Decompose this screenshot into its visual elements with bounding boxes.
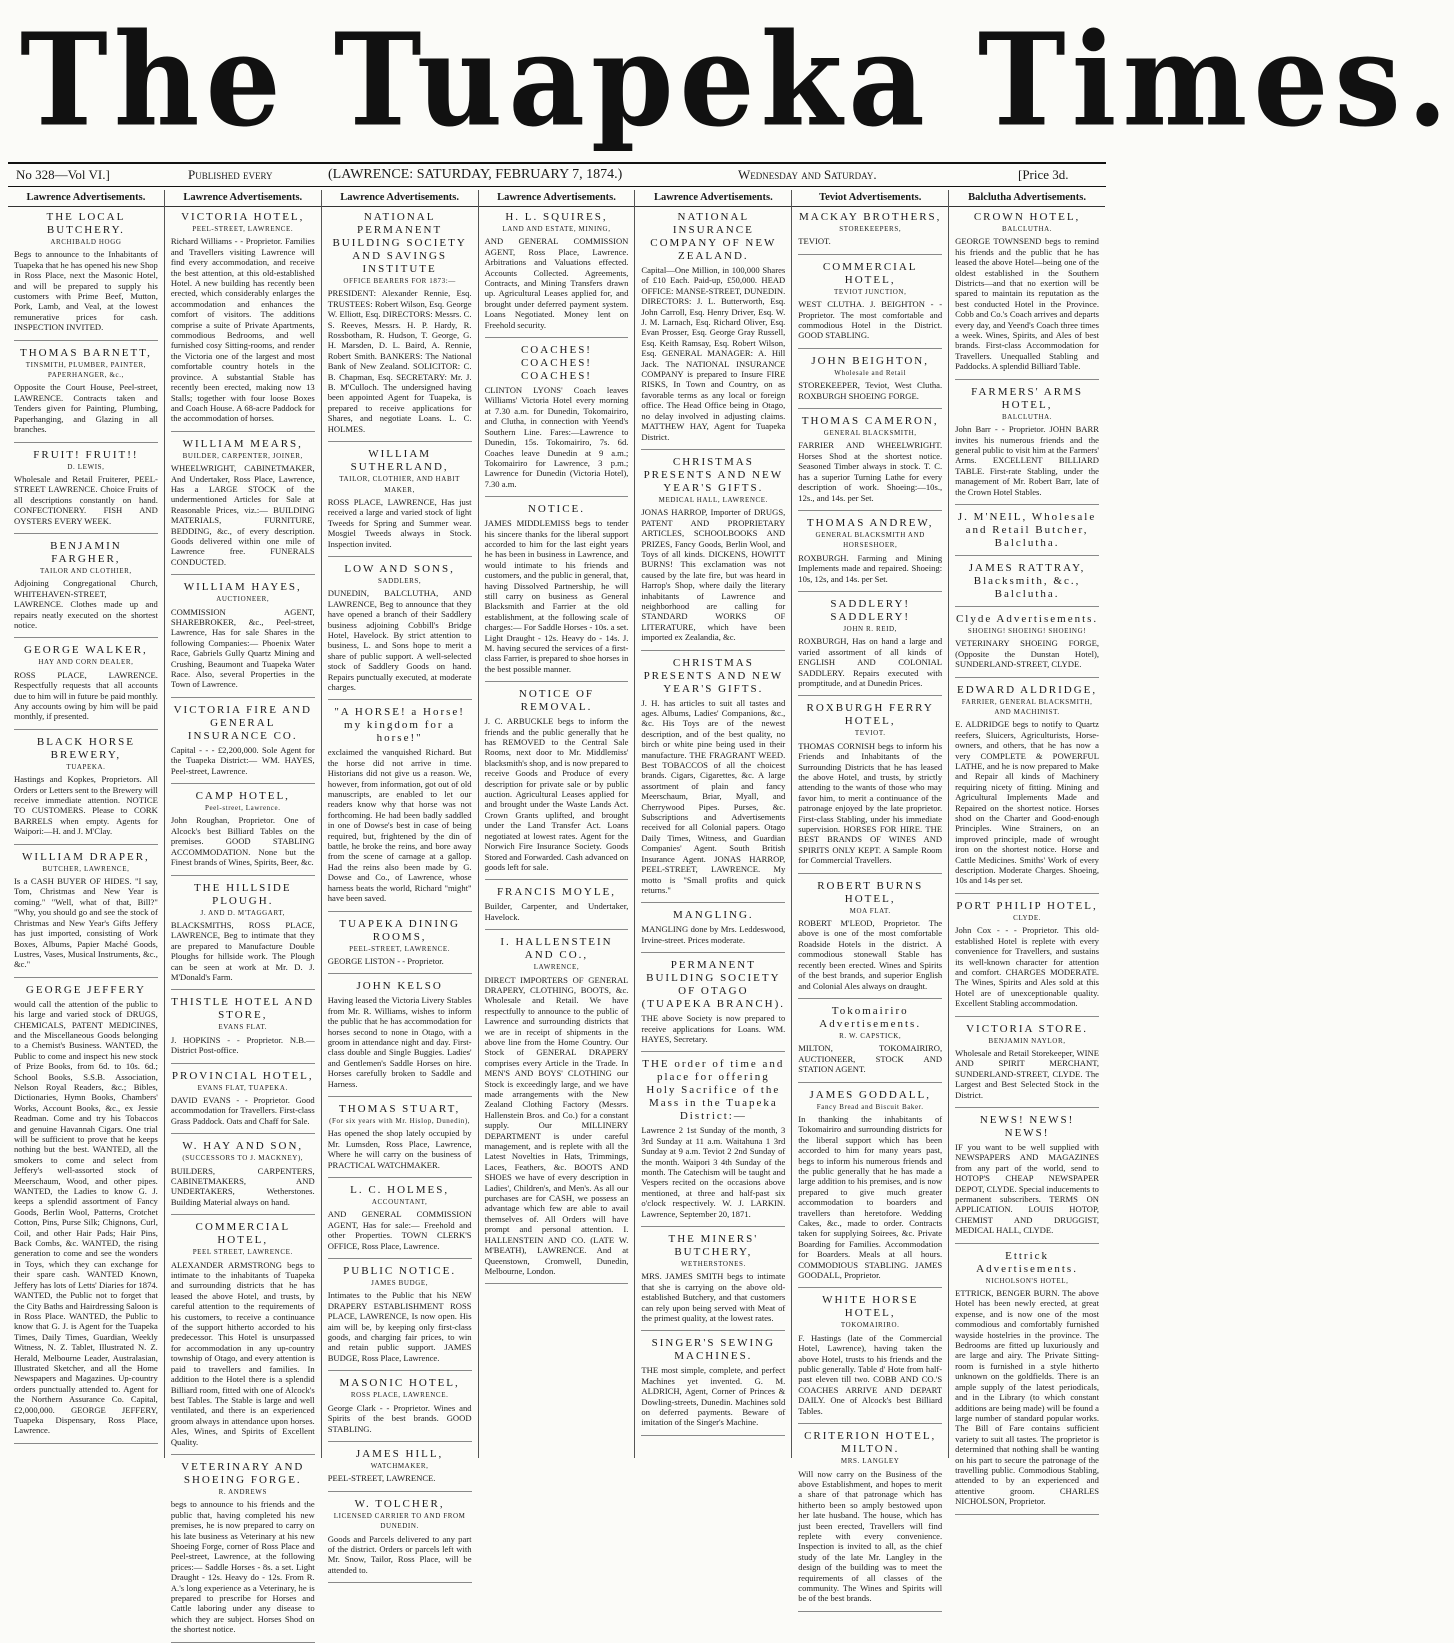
advertisement bbox=[641, 909, 785, 953]
column-body bbox=[792, 207, 948, 1612]
ad-subtitle: TAILOR, CLOTHIER, AND HABIT MAKER, bbox=[339, 475, 461, 494]
ad-body: JONAS HARROP, Importer of DRUGS, PATENT AND PROPRIETARY ARTICLES, SCHOOLBOOKS AND PRIZES, Fancy Goods, Berlin Wool, and Toys of all kinds. DICKENS, HOWITT BURNS! This exclamation was not caused by the late fire, but was heard in Harrop's Shop, where daily the literary inhabitants of Lawrence and neighborhood are calling for STANDARD WORKS OF LITERATURE, which have been imported ex Zealandia, &c. bbox=[641, 507, 786, 643]
ad-subtitle: ROSS PLACE, LAWRENCE. bbox=[350, 1391, 449, 1400]
advertisement bbox=[955, 613, 1099, 678]
ad-body: THE most simple, complete, and perfect Machines yet invented. G. M. ALDRICH, Agent, Corner of Princes & Dowling-streets, Dunedin. Machines sold on deferred payments. Beware of imitation of the Singer's Machine. bbox=[641, 1365, 786, 1428]
ad-title: COMMERCIAL HOTEL, bbox=[195, 1221, 291, 1247]
ad-body: Hastings and Kopkes, Proprietors. All Orders or Letters sent to the Brewery will receive immediate attention. NOTICE TO CUSTOMERS. Please to CORK BARRELS when empty. Agents for Waipori:—H. and J. M'Clay. bbox=[14, 774, 158, 837]
advertisement bbox=[798, 355, 942, 409]
advertisement bbox=[328, 563, 472, 700]
advertisement-columns bbox=[8, 190, 1106, 1635]
advertisement bbox=[328, 706, 472, 911]
advertisement bbox=[641, 1337, 785, 1435]
ad-subtitle: D. LEWIS, bbox=[67, 462, 105, 471]
ad-title: THOMAS STUART, bbox=[338, 1102, 461, 1115]
ad-title: LOW AND SONS, bbox=[344, 562, 455, 575]
ad-body: MRS. JAMES SMITH begs to intimate that she is carrying on the above old-established Butchery, and that customers can rely upon being served with Meat of the primest quality, at the lowest rates. bbox=[641, 1271, 786, 1324]
advertisement bbox=[485, 688, 629, 880]
ad-body: Opposite the Court House, Peel-street, LAWRENCE. Contracts taken and Tenders given for Painting, Plumbing, Paperhanging, and Glazing in all branches. bbox=[14, 382, 158, 435]
ad-title: VICTORIA HOTEL, bbox=[181, 211, 305, 223]
column-6 bbox=[792, 190, 949, 1604]
ad-subtitle: NICHOLSON'S HOTEL, bbox=[985, 1276, 1069, 1285]
ad-body: JAMES MIDDLEMISS begs to tender his sincere thanks for the liberal support accorded to him for the last eight years he has been in business in Lawrence, and would intimate to his friends and customers, and the public in general, that, having Dissolved Partnership, he will still carry on business as General Blacksmith and Farrier at the old establishment, at the following scale of charges:— For Saddle Horses - 10s. a set. Light Draught - 12s. Heavy do - 14s. J. M. having secured the services of a first-class Farrier, is prepared to shoe horses in the best possible manner. bbox=[484, 518, 629, 674]
advertisement bbox=[328, 448, 472, 557]
ad-body: AND GENERAL COMMISSION AGENT, Ross Place, Lawrence. Arbitrations and Valuations effected. Accounts Collected. Agreements, Contracts, and Mining Transfers drawn up. Agricultural Leases applied for, and brought under deferred payment system. Loans Negotiated. Money lent on Freehold security. bbox=[484, 236, 629, 330]
advertisement bbox=[14, 644, 158, 729]
advertisement bbox=[798, 415, 942, 511]
ad-subtitle: FARRIER, GENERAL BLACKSMITH, AND MACHINIST. bbox=[961, 697, 1093, 716]
advertisement bbox=[328, 1498, 472, 1583]
ad-body: STOREKEEPER, Teviot, West Clutha. ROXBURGH SHOEING FORGE. bbox=[798, 380, 943, 401]
advertisement bbox=[641, 1058, 785, 1227]
published-label: Published every bbox=[188, 167, 273, 182]
ad-title: GEORGE WALKER, bbox=[24, 644, 148, 657]
ad-body: WEST CLUTHA. J. BEIGHTON - - Proprietor. The most comfortable and commodious Hotel in the District. GOOD STABLING. bbox=[798, 299, 943, 341]
ad-subtitle: TEVIOT JUNCTION, bbox=[833, 287, 907, 296]
ad-title: THISTLE HOTEL AND STORE, bbox=[171, 996, 315, 1022]
ad-body: IF you want to be well supplied with NEWSPAPERS AND MAGAZINES from any part of the world, send to HOTOP'S CHEAP NEWSPAPER DEPOT, CLYDE. Special inducements to permanent subscribers. TERMS ON APPLICATION. LOUIS HOTOP, CHEMIST AND DRUGGIST, MEDICAL HALL, CLYDE. bbox=[955, 1141, 1099, 1236]
ad-body: F. Hastings (late of the Commercial Hotel, Lawrence), having taken the above Hotel, trusts to his friends and the public generally. Table d' Hote from half-past eleven till two. COBB AND CO.'S COACHES ARRIVE AND DEPART DAILY. One of Alcock's best Billiard Tables. bbox=[798, 1332, 943, 1416]
ad-body: E. ALDRIDGE begs to notify to Quartz reefers, Sluicers, Agriculturists, Horse-owners, and others, that he has now a very COMPLETE & POWERFUL LATHE, and he is now prepared to Make and Repair all kinds of Machinery requiring nicety of fitting. Mining and Agricultural Implements Made and Repaired on the shortest notice. Horses shod on the Charter and Good-enough Principles. Wine Strainers, on an improved principle, made of wrought iron on the shortest notice. Horse and Cattle Medicines. Smiths' Work of every description. Moderate Charges. Shoeing, 10s and 14s per set. bbox=[955, 719, 1099, 886]
ad-body: GEORGE TOWNSEND begs to remind his friends and the public that he has leased the above Hotel—being one of the oldest established in the Southern Districts—and that no exertion will be spared to maintain its reputation as the best conducted Hotel in the Province. Cobb and Co.'s Coach arrives and departs every day, and Yeend's Coach three times a week. Wines, Spirits, and Ales of best brands. First-class Accommodation for Travellers. Unequalled Stabling and Paddocks. A splendid Billiard Table. bbox=[955, 236, 1099, 372]
ad-body: ROXBURGH. Farming and Mining Implements made and repaired. Shoeing: 10s, 12s, and 14s. per Set. bbox=[798, 552, 943, 584]
ad-body: ROSS PLACE, LAWRENCE, Has just received a large and varied stock of light Tweeds for Spring and Summer wear. Mosgiel Tweeds always in Stock. Inspection invited. bbox=[327, 496, 472, 549]
ad-subtitle: R. W. CAPSTICK, bbox=[839, 1031, 902, 1040]
ad-body: Wholesale and Retail Fruiterer, PEEL-STREET LAWRENCE. Choice Fruits of all descriptions constantly on hand. CONFECTIONERY. FISH AND OYSTERS EVERY WEEK. bbox=[14, 473, 158, 526]
ad-body: Adjoining Congregational Church, WHITEHAVEN-STREET, LAWRENCE. Clothes made up and repairs neatly executed on the shortest notice. bbox=[14, 578, 158, 630]
ad-title: THE order of time and place for offering Holy Sacrifice of the Mass in the Tuapeka District:— bbox=[642, 1058, 785, 1123]
advertisement bbox=[14, 736, 158, 845]
advertisement bbox=[798, 880, 942, 999]
advertisement bbox=[798, 1294, 942, 1424]
ad-subtitle: TINSMITH, PLUMBER, PAINTER, PAPERHANGER, &c., bbox=[25, 360, 147, 380]
ad-title: THOMAS ANDREW, bbox=[806, 516, 934, 529]
advertisement bbox=[171, 1461, 315, 1643]
ad-subtitle: BUILDER, CARPENTER, JOINER, bbox=[182, 451, 303, 460]
ad-subtitle: LAWRENCE, bbox=[533, 963, 580, 972]
ad-title: WILLIAM MEARS, bbox=[182, 437, 303, 450]
ad-body: In thanking the inhabitants of Tokomairiro and surrounding districts for the liberal support which has been accorded to him for many years past, begs to inform his numerous friends and the public generally that he has made a large addition to his premises, and is now prepared to give much greater accommodation to boarders and travellers than heretofore. Wedding Cakes, &c., made to order. Contracts taken for supplying Soirees, &c. Private Boarding for Families. Accommodation for Boarders. Meals at all hours. COMMODIOUS STABLING. JAMES GOODALL, Proprietor. bbox=[798, 1113, 943, 1281]
ad-subtitle: Peel-street, Lawrence. bbox=[204, 804, 281, 813]
ad-title: PUBLIC NOTICE. bbox=[343, 1265, 457, 1278]
advertisement bbox=[641, 211, 785, 450]
ad-body: Wholesale and Retail Storekeeper, WINE AND SPIRIT MERCHANT, SUNDERLAND-STREET, CLYDE. The Largest and Best Selected Stock in the District. bbox=[955, 1047, 1099, 1100]
ad-title: WILLIAM SUTHERLAND, bbox=[350, 448, 449, 474]
column-3 bbox=[322, 190, 479, 1575]
ad-subtitle: JAMES BUDGE, bbox=[371, 1279, 429, 1288]
ad-subtitle: ARCHIBALD HOGG bbox=[50, 238, 122, 246]
ad-title: CROWN HOTEL, bbox=[973, 211, 1081, 223]
ad-subtitle: OFFICE BEARERS FOR 1873:— bbox=[343, 277, 456, 285]
advertisement bbox=[171, 1140, 315, 1215]
advertisement bbox=[641, 1233, 785, 1331]
advertisement bbox=[171, 1221, 315, 1455]
ad-body: PEEL-STREET, LAWRENCE. bbox=[327, 1473, 436, 1484]
column-body bbox=[165, 207, 321, 1643]
ad-body: Has opened the shop lately occupied by Mr. Lumsden, Ross Place, Lawrence, Where he will carry on the business of PRACTICAL WATCHMAKER. bbox=[327, 1128, 472, 1170]
ad-title: WILLIAM DRAPER, bbox=[22, 850, 150, 863]
advertisement bbox=[798, 517, 942, 592]
ad-body: GEORGE LISTON - - Proprietor. bbox=[327, 955, 444, 966]
price: [Price 3d. bbox=[1018, 167, 1069, 182]
advertisement bbox=[485, 936, 629, 1284]
ad-title: FRUIT! FRUIT!! bbox=[33, 448, 139, 461]
advertisement bbox=[328, 1448, 472, 1492]
ad-title: CRITERION HOTEL, MILTON. bbox=[804, 1430, 937, 1456]
ad-title: VICTORIA STORE. bbox=[966, 1022, 1088, 1035]
ad-title: ROBERT BURNS HOTEL, bbox=[817, 879, 924, 905]
ad-body: would call the attention of the public to his large and varied stock of DRUGS, CHEMICALS, PATENT MEDICINES, and the Miscellaneous Goods belonging to a Chemist's Business. WANTED, the Public to come and inspect his new stock of Prize Books, from 6d. to 10s. 6d.; School Books, S.S.B. Association, Nelson Royal Readers, &c.; Bibles, Dictionaries, Hymn Books, Chambers' Works, Account Books, &c., ex Jessie Readman. Come and try his Tobaccos and genuine Havannah Cigars. One trial will be sufficient to prove that he keeps nothing but the best. WANTED, all the smokers to come and select from Jeffery's well-assorted stock of Meerschaum, Wood, and other pipes. WANTED, the Ladies to know G. J. keeps a splendid assortment of Fancy Goods, Berlin Wool, Patterns, Crotchet Cotton, Pins, Purse Silk; Chignons, Curl, Coil, and other Hair Pads; Hair Pins, Back Combs, &c. WANTED, the rising generation to come and see the wonders in Toys, which they can exchange for their spare cash. WANTED Known, Jeffery has lots of Letts' Diaries for 1874. WANTED, the Public not to forget that the City Baths and Hairdressing Saloon is in Ross Place. WANTED, the Public to know that G. J. is Agent for the Tuapeka Times, Daily Times, Guardian, Weekly Witness, N. Z. Tablet, Illustrated N. Z. Herald, Melbourne Leader, Australasian, Illustrated Sketcher, and all the Home Newspapers and Magazines. Up-country orders punctually attended to. Agent for the Northern Assurance Co. Capital, £2,000,000. GEORGE JEFFERY, Tuapeka Dispensary, Ross Place, Lawrence. bbox=[14, 998, 158, 1436]
advertisement bbox=[485, 344, 629, 497]
ad-subtitle: HAY AND CORN DEALER, bbox=[38, 658, 134, 667]
advertisement bbox=[955, 900, 1099, 1017]
ad-title: BENJAMIN FARGHER, bbox=[50, 539, 122, 565]
ad-subtitle: BUTCHER, LAWRENCE, bbox=[42, 864, 130, 873]
column-heading: Balclutha Advertisements. bbox=[949, 190, 1105, 207]
ad-title: NEWS! NEWS! NEWS! bbox=[979, 1113, 1075, 1139]
column-body bbox=[949, 207, 1105, 1515]
column-7 bbox=[949, 190, 1105, 1507]
column-heading: Lawrence Advertisements. bbox=[479, 190, 635, 207]
ad-body: John Cox - - - Proprietor. This old-established Hotel is replete with every convenience for Travellers, and sustains its well-known character for attention and comfort. CHARGES MODERATE. The Wines, Spirits and Ales sold at this Hotel are of unexceptionable quality. Excellent Stabling accommodation. bbox=[955, 925, 1099, 1009]
publication-days: Wednesday and Saturday. bbox=[738, 167, 877, 182]
ad-title: NOTICE OF REMOVAL. bbox=[518, 688, 595, 714]
ad-body: MILTON, TOKOMAIRIRO, AUCTIONEER, STOCK AND STATION AGENT. bbox=[798, 1043, 943, 1075]
ad-title: CHRISTMAS PRESENTS AND NEW YEAR'S GIFTS. bbox=[643, 455, 784, 494]
ad-subtitle: J. AND D. M'TAGGART, bbox=[200, 908, 286, 917]
ad-body: exclaimed the vanquished Richard. But the horse did not arrive in time. Historians did not give us a reason. We, however, from information, got out of old manuscripts, are enabled to let our readers know why that horse was not forthcoming. He had been badly saddled in one of Dowse's best in case of being required, but, frightened by the din of battle, he broke the reins, and bore away from the scene of carnage at a gallop. Had the reins also been made by G. Dowse and Co., of Lawrence, whose harness beats the world, Richard "might" have been saved. bbox=[327, 747, 472, 904]
ad-title: W. HAY AND SON, bbox=[182, 1140, 304, 1153]
ad-subtitle: PEEL STREET, LAWRENCE. bbox=[192, 1248, 293, 1257]
ad-body: ETTRICK, BENGER BURN. The above Hotel has been newly erected, at great expense, and is now one of the most commodious and comfortably furnished wayside hostelries in the province. The Bedrooms are fitted up luxuriously and are large and airy. The Private Sitting-room is furnished in a style hitherto unknown on the goldfields. There is an ample supply of the latest periodicals, and in the Library (to which constant additions are being made) will be found a large number of standard popular works. The Bill of Fare contains sufficient variety to suit all tastes. The proprietor is determined that nothing shall be wanting on his part to secure the patronage of the travelling public. Commodious Stabling, attended to by an experienced and attentive groom. CHARLES NICHOLSON, Proprietor. bbox=[955, 1288, 1099, 1507]
ad-subtitle: LICENSED CARRIER TO AND FROM DUNEDIN. bbox=[333, 1511, 466, 1531]
ad-body: J. HOPKINS - - Proprietor. N.B.—District Post-office. bbox=[170, 1034, 315, 1056]
ad-subtitle: AUCTIONEER, bbox=[216, 595, 270, 604]
ad-subtitle: SADDLERS, bbox=[377, 576, 422, 585]
masthead bbox=[0, 0, 1454, 160]
advertisement bbox=[328, 918, 472, 975]
ad-title: COACHES! COACHES! COACHES! bbox=[520, 344, 592, 383]
ad-title: GEORGE JEFFERY bbox=[25, 983, 146, 996]
ad-title: "A HORSE! a Horse! my kingdom for a horse!" bbox=[334, 706, 465, 745]
ad-title: FRANCIS MOYLE, bbox=[496, 886, 617, 899]
ad-title: WHITE HORSE HOTEL, bbox=[822, 1294, 919, 1320]
ad-body: TEVIOT. bbox=[798, 236, 831, 247]
advertisement bbox=[955, 386, 1099, 505]
advertisement bbox=[171, 996, 315, 1063]
ad-subtitle: BENJAMIN NAYLOR, bbox=[988, 1036, 1066, 1045]
ad-body: George Clark - - Proprietor. Wines and Spirits of the best brands. GOOD STABLING. bbox=[327, 1402, 472, 1434]
ad-title: L. C. HOLMES, bbox=[350, 1184, 450, 1196]
ad-title: BLACK HORSE BREWERY, bbox=[36, 735, 135, 761]
ad-title: EDWARD ALDRIDGE, bbox=[956, 683, 1098, 696]
advertisement bbox=[955, 211, 1099, 380]
ad-title: JOHN BEIGHTON, bbox=[811, 354, 930, 367]
ad-subtitle: TAILOR AND CLOTHIER, bbox=[40, 566, 132, 575]
ad-title: JOHN KELSO bbox=[356, 980, 443, 993]
ad-title: NOTICE. bbox=[527, 503, 586, 516]
advertisement bbox=[955, 511, 1099, 556]
dateline bbox=[8, 164, 1106, 184]
column-body bbox=[635, 207, 791, 1436]
advertisement bbox=[328, 1265, 472, 1371]
ad-body: DAVID EVANS - - Proprietor. Good accommodation for Travellers. First-class Grass Paddock. Oats and Chaff for Sale. bbox=[170, 1094, 315, 1126]
ad-body: BUILDERS, CARPENTERS, CABINETMAKERS, AND UNDERTAKERS, Wetherstones. Building Material always on hand. bbox=[170, 1165, 315, 1207]
ad-body: THOMAS CORNISH begs to inform his Friends and Inhabitants of the Surrounding Districts that he has leased the above Hotel, and trusts, by strictly attending to the wants of those who may favor him, to merit a continuance of the patronage enjoyed by the late proprietor. First-class Stabling, under his immediate supervision. HORSES FOR HIRE. THE BEST BRANDS OF WINES AND SPIRITS ONLY KEPT. A Sample Room for Commercial Travellers. bbox=[798, 740, 943, 866]
ad-body: PRESIDENT: Alexander Rennie, Esq. TRUSTEES: Robert Wilson, Esq. George W. Elliott, Esq. DIRECTORS: Messrs. C. S. Reeves, Messrs. H. P. Hardy, R. Rossbotham, R. Hudson, T. George, G. H. Marsden, D. L. Baird, A. Rennie, Robert Smith. BANKERS: The National Bank of New Zealand. SOLICITOR: C. B. Chapman, Esq. SECRETARY: Mr. J. B. M'Culloch. The undersigned having been appointed Agent for Tuapeka, is prepared to receive applications for Shares, and negotiate Loans. L. C. HOLMES. bbox=[327, 288, 472, 434]
ad-title: COMMERCIAL HOTEL, bbox=[822, 260, 918, 286]
column-body bbox=[322, 207, 478, 1583]
advertisement bbox=[328, 211, 472, 442]
ad-body: DIRECT IMPORTERS OF GENERAL DRAPERY, CLOTHING, BOOTS, &c. Wholesale and Retail. We have respectfully to announce to the public of Lawrence and surrounding districts that we are in receipt of shipments in the above line from the Home Country. Our Stock of GENERAL DRAPERY comprises every Article in the Trade. In MEN'S AND BOYS' CLOTHING our Stock is exceedingly large, and we have made arrangements with the New Zealand Clothing Factory (Messrs. Hallenstein Bros. and Co.) for a constant supply. Our MILLINERY DEPARTMENT is under careful management, and is replete with all the Latest Novelties in Hats, Trimmings, Laces, Feathers, &c. BOOTS AND SHOES we have of every description in Ladies', Children's, and Men's. As all our purchases are for CASH, we possess an advantage which few are able to avail themselves of. All Orders will have prompt and personal attention. I. HALLENSTEIN AND CO. (LATE W. M'BEATH), LAWRENCE. And at Queenstown, Cromwell, Dunedin, Melbourne, London. bbox=[484, 974, 629, 1276]
column-body bbox=[479, 207, 635, 1284]
ad-title: CHRISTMAS PRESENTS AND NEW YEAR'S GIFTS. bbox=[643, 656, 784, 695]
ad-body: VETERINARY SHOEING FORGE, (Opposite the Dunstan Hotel), SUNDERLAND-STREET, CLYDE. bbox=[955, 638, 1099, 670]
ad-subtitle: TUAPEKA. bbox=[66, 762, 106, 771]
ad-subtitle: (SUCCESSORS TO J. MACKNEY), bbox=[182, 1154, 304, 1163]
ad-subtitle: EVANS FLAT. bbox=[218, 1023, 268, 1032]
ad-title: Clyde Advertisements. bbox=[955, 612, 1099, 625]
advertisement bbox=[798, 1005, 942, 1083]
ad-subtitle: MEDICAL HALL, LAWRENCE. bbox=[658, 495, 769, 504]
advertisement bbox=[798, 211, 942, 255]
ad-body: ALEXANDER ARMSTRONG begs to intimate to the inhabitants of Tuapeka and surrounding districts that he has leased the above Hotel, and trusts, by careful attention to the requirements of his customers, to receive a continuance of the support hitherto accorded to his predecessor. This Hotel is unsurpassed for accommodation in any up-country township of Otago, and every attention is paid to travellers and families. In addition to the Hotel there is a splendid Billiard room, fitted with one of Alcock's best Tables. The Stable is large and well ventilated, and there is an experienced groom always in attendance upon horses. Ales, Wines, and Spirits of Excellent Quality. bbox=[170, 1259, 315, 1447]
advertisement bbox=[798, 261, 942, 349]
ad-title: FARMERS' ARMS HOTEL, bbox=[971, 385, 1083, 411]
advertisement bbox=[798, 1430, 942, 1612]
ad-body: John Roughan, Proprietor. One of Alcock's best Billiard Tables on the premises. GOOD STABLING ACCOMMODATION. None but the Finest brands of Wines, Spirits, Beer, &c. bbox=[170, 815, 315, 868]
column-1 bbox=[8, 190, 165, 1458]
ad-title: JAMES GODDALL, bbox=[809, 1088, 931, 1101]
advertisement bbox=[14, 540, 158, 638]
advertisement bbox=[171, 211, 315, 432]
dateline-rule bbox=[8, 186, 1106, 187]
column-heading: Teviot Advertisements. bbox=[792, 190, 948, 207]
advertisement bbox=[955, 684, 1099, 894]
ad-subtitle: LAND AND ESTATE, MINING, bbox=[502, 225, 611, 233]
advertisement bbox=[328, 1377, 472, 1442]
advertisement bbox=[798, 1089, 942, 1289]
advertisement bbox=[171, 704, 315, 784]
ad-subtitle: SHOEING! SHOEING! SHOEING! bbox=[967, 626, 1087, 635]
ad-body: John Barr - - Proprietor. JOHN BARR invites his numerous friends and the general public to visit him at the Farmers' Arms. EXCELLENT BILLIARD TABLE. First-rate Stabling, under the management of Mr. Robert Barr, late of the Crown Hotel Stables. bbox=[955, 424, 1099, 497]
ad-body: THE above Society is now prepared to receive applications for Loans. WM. HAYES, Secretary. bbox=[641, 1013, 786, 1044]
advertisement bbox=[485, 211, 629, 338]
ad-body: Capital - - - £2,200,000. Sole Agent for the Tuapeka District:— WM. HAYES, Peel-street, Lawrence. bbox=[170, 744, 315, 776]
ad-subtitle: EVANS FLAT, TUAPEKA. bbox=[197, 1083, 288, 1092]
ad-body: MANGLING done by Mrs. Leddeswood, Irvine-street. Prices moderate. bbox=[641, 924, 786, 945]
ad-subtitle: PEEL-STREET, LAWRENCE. bbox=[349, 944, 451, 953]
ad-body: Intimates to the Public that his NEW DRAPERY ESTABLISHMENT ROSS PLACE, LAWRENCE, Is now open. His aim will be, by keeping only first-class goods, and charging fair prices, to win and retain public support. JAMES BUDGE, Ross Place, Lawrence. bbox=[327, 1290, 472, 1363]
advertisement bbox=[641, 959, 785, 1052]
advertisement bbox=[328, 1184, 472, 1259]
ad-title: VICTORIA FIRE AND GENERAL INSURANCE CO. bbox=[173, 703, 312, 742]
ad-body: Richard Williams - - Proprietor. Families and Travellers visiting Lawrence will find every accommodation, and receive the best attention, at this old-established Hotel. A new building has recently been erected, which considerably enlarges the accommodation and enhances the comfort of visitors. The additions comprise a suite of Private Apartments, commodious Bedrooms, and well furnished cosy Sitting-rooms, and render the Victoria one of the largest and most comfortable country hotels in the province. A substantial Stable has recently been erected, making now 13 Stalls; together with four loose Boxes and Coach House. A 68-acre Paddock for the accommodation of horses. bbox=[170, 236, 315, 424]
advertisement bbox=[14, 211, 158, 341]
ad-title: JAMES RATTRAY, Blacksmith, &c., Balclutha. bbox=[968, 561, 1086, 600]
ad-body: CLINTON LYONS' Coach leaves Williams' Victoria Hotel every morning at 7.30 a.m. for Dunedin, Tokomairiro, and Clutha, in connection with Yeend's Southern Line. Fares:—Lawrence to Dunedin, 15s. Tokomairiro, 7s. 6d. Coaches leave Dunedin at 9 a.m.; Tokomairiro for Lawrence, 3 p.m.; Lawrence for Dunedin (Victoria Hotel), 7.30 a.m. bbox=[484, 385, 629, 489]
advertisement bbox=[328, 980, 472, 1097]
ad-subtitle: ACCOUNTANT, bbox=[371, 1198, 428, 1206]
advertisement bbox=[955, 1250, 1099, 1515]
ad-title: VETERINARY AND SHOEING FORGE. bbox=[181, 1460, 305, 1486]
ad-body: COMMISSION AGENT, SHAREBROKER, &c., Peel-street, Lawrence, Has for sale Shares in the following Companies:— Phoenix Water Race, Gabriels Gully Quartz Mining and Crushing, Beaumont and Tuapeka Water Race. Also, several Properties in the Town of Lawrence. bbox=[170, 606, 315, 690]
advertisement bbox=[641, 657, 785, 904]
ad-subtitle: JOHN R. REID, bbox=[843, 624, 898, 633]
ad-title: WILLIAM HAYES, bbox=[183, 581, 302, 594]
ad-body: Is a CASH BUYER OF HIDES. "I say, Tom, Christmas and New Year is coming." "Well, what of that, Bill?" "Why, you should go and see the stock of Christmas and New Year's Gifts Jeffery has just imported, consisting of Work Boxes, Albums, Papier Maché Goods, Lustres, Vases, Musical Instruments, &c., &c." bbox=[14, 876, 158, 970]
column-2 bbox=[165, 190, 322, 1635]
ad-body: Goods and Parcels delivered to any part of the district. Orders or parcels left with Mr. Snow, Tailor, Ross Place, will be attended to. bbox=[327, 1533, 472, 1575]
ad-title: PERMANENT BUILDING SOCIETY OF OTAGO (TUAPEKA BRANCH). bbox=[641, 959, 786, 1011]
ad-title: H. L. SQUIRES, bbox=[505, 211, 608, 223]
ad-title: Tokomairiro Advertisements. bbox=[819, 1004, 922, 1030]
ad-subtitle: TOKOMAIRIRO. bbox=[840, 1321, 900, 1330]
ad-title: CAMP HOTEL, bbox=[195, 790, 290, 803]
ad-subtitle: WETHERSTONES. bbox=[680, 1260, 746, 1268]
ad-body: BLACKSMITHS, ROSS PLACE, LAWRENCE, Beg to intimate that they are prepared to Manufacture Double Ploughs for hillside work. The Plough can be seen at work at Mr. D. J. M'Donald's Farm. bbox=[170, 919, 315, 982]
advertisement bbox=[171, 438, 315, 575]
advertisement bbox=[641, 456, 785, 651]
ad-subtitle: MRS. LANGLEY bbox=[840, 1457, 900, 1466]
ad-body: Having leased the Victoria Livery Stables from Mr. R. Williams, wishes to inform the public that he has accommodation for horses second to none in Otago, with a groom in attendance night and day. First-class double and Single Buggies. Ladies' and Gentlemen's Saddle Horses on hire. Horses carefully broken to Saddle and Harness. bbox=[327, 995, 472, 1089]
advertisement bbox=[328, 1103, 472, 1178]
ad-title: MACKAY BROTHERS, bbox=[798, 211, 942, 223]
ad-subtitle: BALCLUTHA. bbox=[1001, 225, 1053, 233]
advertisement bbox=[485, 886, 629, 930]
column-heading: Lawrence Advertisements. bbox=[322, 190, 478, 207]
ad-title: SINGER'S SEWING MACHINES. bbox=[651, 1337, 776, 1363]
ad-subtitle: MOA FLAT. bbox=[849, 906, 891, 915]
ad-title: J. M'NEIL, Wholesale and Retail Butcher, Balclutha. bbox=[957, 510, 1097, 549]
ad-subtitle: PEEL-STREET, LAWRENCE. bbox=[192, 225, 294, 233]
column-heading: Lawrence Advertisements. bbox=[165, 190, 321, 207]
ad-subtitle: BALCLUTHA. bbox=[1001, 412, 1053, 421]
column-heading: Lawrence Advertisements. bbox=[8, 190, 164, 207]
advertisement bbox=[955, 1023, 1099, 1108]
ad-title: THE LOCAL BUTCHERY. bbox=[46, 211, 126, 236]
ad-body: FARRIER AND WHEELWRIGHT. Horses Shod at the shortest notice. Seasoned Timber always in stock. T. C. has a superior Turning Lathe for every description of work. Shoeing:—10s., 12s., and 14s. per Set. bbox=[798, 440, 943, 503]
ad-title: SADDLERY! SADDLERY! bbox=[830, 597, 911, 623]
ad-subtitle: Fancy Bread and Biscuit Baker. bbox=[816, 1102, 924, 1111]
ad-title: THE HILLSIDE PLOUGH. bbox=[193, 881, 292, 907]
advertisement bbox=[14, 984, 158, 1444]
ad-subtitle: TEVIOT. bbox=[854, 729, 886, 738]
ad-title: Ettrick Advertisements. bbox=[976, 1249, 1078, 1275]
advertisement bbox=[171, 1070, 315, 1135]
advertisement bbox=[171, 581, 315, 698]
ad-body: J. C. ARBUCKLE begs to inform the friends and the public generally that he has REMOVED to the Central Sale Rooms, next door to Mr. Middlemiss' blacksmith's shop, and is now prepared to receive Goods and Produce of every description for private sale or by public auction. Agricultural Leases applied for and brought under the Waste Lands Act. Crown Grants uplifted, and brought under the Land Transfer Act. Loans negotiated at lowest rates. Agent for the Norwich Fire Insurance Society. Goods Stored and Forwarded. Cash advanced on goods left for sale. bbox=[484, 716, 629, 872]
advertisement bbox=[798, 598, 942, 696]
ad-title: THOMAS CAMERON, bbox=[801, 415, 939, 428]
advertisement bbox=[955, 1114, 1099, 1244]
advertisement bbox=[955, 562, 1099, 607]
ad-title: I. HALLENSTEIN AND CO., bbox=[500, 936, 613, 962]
ad-body: Will now carry on the Business of the above Establishment, and hopes to merit a share of that patronage which has hitherto been so amply bestowed upon her late husband. The house, which has just been erected, Travellers will find replete with every convenience. Inspection is invited to all, as the chief study of the late Mr. Langley in the design of the building was to meet the requirements of all classes of the community. The Wines and Spirits will be of the best brands. bbox=[798, 1468, 943, 1604]
ad-body: DUNEDIN, BALCLUTHA, AND LAWRENCE, Beg to announce that they have opened a branch of their Saddlery business adjoining Cobbill's Bridge Hotel, Havelock. By strict attention to business, L. and Sons hope to merit a share of public support. A well-selected stock of Saddlery Goods on hand. Repairs punctually executed, at moderate charges. bbox=[327, 588, 472, 692]
advertisement bbox=[485, 503, 629, 682]
ad-body: Builder, Carpenter, and Undertaker, Havelock. bbox=[484, 901, 629, 922]
ad-title: W. TOLCHER, bbox=[354, 1497, 445, 1510]
column-heading: Lawrence Advertisements. bbox=[635, 190, 791, 207]
ad-title: MASONIC HOTEL, bbox=[339, 1377, 460, 1390]
ad-body: WHEELWRIGHT, CABINETMAKER, And Undertaker, Ross Place, Lawrence, Has a LARGE STOCK of the undermentioned Articles for Sale at Reasonable Prices, viz.:— BUILDING MATERIALS, FURNITURE, BEDDING, &c., of every description. Goods delivered within one mile of Lawrence free. FUNERALS CONDUCTED. bbox=[170, 463, 315, 567]
advertisement bbox=[798, 702, 942, 873]
advertisement bbox=[171, 790, 315, 875]
ad-body: Capital—One Million, in 100,000 Shares of £10 Each. Paid-up, £50,000. HEAD OFFICE: MANSE-STREET, DUNEDIN. DIRECTORS: J. L. Butterworth, Esq. John Carroll, Esq. Henry Driver, Esq. W. J. M. Larnach, Esq. Richard Oliver, Esq. Evan Prosser, Esq. George Gray Russell, Esq. Keith Ramsay, Esq. Robert Wilson, Esq. GENERAL MANAGER: A. Hill Jack. The NATIONAL INSURANCE COMPANY is prepared to Insure FIRE RISKS, In Town and Country, on as favorable terms as any local or foreign office. The Head Office being in Otago, no delay involved in adjusting claims. MATTHEW HAY, Agent for Tuapeka District. bbox=[641, 265, 786, 442]
ad-title: NATIONAL INSURANCE COMPANY OF NEW ZEALAND. bbox=[650, 211, 777, 262]
ad-title: JAMES HILL, bbox=[355, 1447, 444, 1460]
ad-body: ROBERT M'LEOD, Proprietor. The above is one of the most comfortable Roadside Hotels in the district. A commodious stonewall Stable has recently been erected. Wines and Spirits of the best brands, and superior English and Colonial Ales always on draught. bbox=[798, 918, 943, 991]
ad-subtitle: WATCHMAKER, bbox=[370, 1461, 429, 1470]
ad-title: NATIONAL PERMANENT BUILDING SOCIETY AND SAVINGS INSTITUTE bbox=[332, 211, 467, 275]
advertisement bbox=[171, 882, 315, 991]
advertisement bbox=[14, 347, 158, 443]
ad-body: Lawrence 2 1st Sunday of the month, 3 3rd Sunday at 11 a.m. Waitahuna 1 3rd Sunday at 9 a.m. Teviot 2 2nd Sunday of the month. Waipori 3 4th Sunday of the month. The Catechism will be taught and Vespers recited on the occasions above mentioned, at three and half-past six o'clock respectively. W. J. LARKIN. Lawrence, September 20, 1871. bbox=[641, 1125, 786, 1219]
advertisement bbox=[14, 851, 158, 978]
place-date: (LAWRENCE: SATURDAY, FEBRUARY 7, 1874.) bbox=[328, 167, 623, 182]
ad-subtitle: GENERAL BLACKSMITH, bbox=[823, 429, 917, 438]
ad-subtitle: (For six years with Mr. Hislop, Dunedin), bbox=[329, 1116, 471, 1125]
ad-subtitle: CLYDE. bbox=[1013, 913, 1042, 922]
ad-title: PROVINCIAL HOTEL, bbox=[171, 1069, 314, 1082]
ad-title: THOMAS BARNETT, bbox=[19, 346, 152, 359]
ad-title: TUAPEKA DINING ROOMS, bbox=[339, 917, 460, 943]
ad-title: ROXBURGH FERRY HOTEL, bbox=[806, 702, 934, 728]
ad-subtitle: R. ANDREWS bbox=[218, 1487, 267, 1496]
column-5 bbox=[635, 190, 792, 1458]
ad-title: MANGLING. bbox=[673, 909, 754, 922]
ad-body: J. H. has articles to suit all tastes and ages. Albums, Ladies' Companions, &c., &c. His Toys are of the newest description, and of the best quality, no birch or white pine being used in their manufacture. THE FRAGRANT WEED. Best TOBACCOS of all the choicest brands. Cigars, Cigarettes, &c. A large assortment of plain and fancy Meerschaum, Briar, Myall, and Cherrywood Pipes. Purses, &c. Subscriptions and Advertisements received for all Colonial papers. Otago Daily Times, Witness, and Guardian Companies' Agent. South British Insurance Agent. JONAS HARROP, PEEL-STREET, LAWRENCE. My motto is "Small profits and quick returns." bbox=[641, 697, 786, 895]
ad-title: THE MINERS' BUTCHERY, bbox=[668, 1233, 759, 1258]
ad-body: Begs to announce to the Inhabitants of Tuapeka that he has opened his new Shop in Ross Place, next the Masonic Hotel, and will be prepared to supply his customers with Prime Beef, Mutton, Pork, Lamb, and Veal, at the lowest remunerative prices for cash. INSPECTION INVITED. bbox=[14, 249, 158, 333]
issue-number: No 328—Vol VI.] bbox=[16, 167, 110, 182]
ad-body: ROSS PLACE, LAWRENCE. Respectfully requests that all accounts due to him will in future be paid monthly. Any accounts owing by him will be paid monthly, if presented. bbox=[14, 669, 158, 722]
ad-body: begs to announce to his friends and the public that, having completed his new premises, he is now prepared to carry on his late business as Veterinary at his new Shoeing Forge, corner of Ross Place and Peel-street, Lawrence, at the following prices:— Saddle Horses - 8s. a set. Light Draught - 12s. Heavy do - 12s. From R. A.'s long experience as a Veterinary, he is prepared to prescribe for Horses and Cattle laboring under any disease to which they are subject. Horses Shod on the shortest notice. bbox=[170, 1499, 315, 1635]
newspaper-title: The Tuapeka Times. bbox=[20, 4, 1454, 155]
ad-subtitle: Wholesale and Retail bbox=[834, 368, 907, 377]
ad-title: PORT PHILIP HOTEL, bbox=[956, 899, 1098, 912]
ad-body: AND GENERAL COMMISSION AGENT, Has for sale:— Freehold and other Properties. TOWN CLERK'S OFFICE, Ross Place, Lawrence. bbox=[327, 1209, 472, 1251]
advertisement bbox=[14, 449, 158, 534]
column-4 bbox=[479, 190, 636, 1458]
ad-subtitle: GENERAL BLACKSMITH AND HORSESHOER, bbox=[815, 530, 925, 550]
column-body bbox=[8, 207, 164, 1444]
ad-subtitle: STOREKEEPERS, bbox=[839, 225, 902, 233]
ad-body: ROXBURGH, Has on hand a large and varied assortment of all kinds of ENGLISH AND COLONIAL SADDLERY. Repairs executed with promptitude, and at Dunedin Prices. bbox=[798, 636, 943, 688]
